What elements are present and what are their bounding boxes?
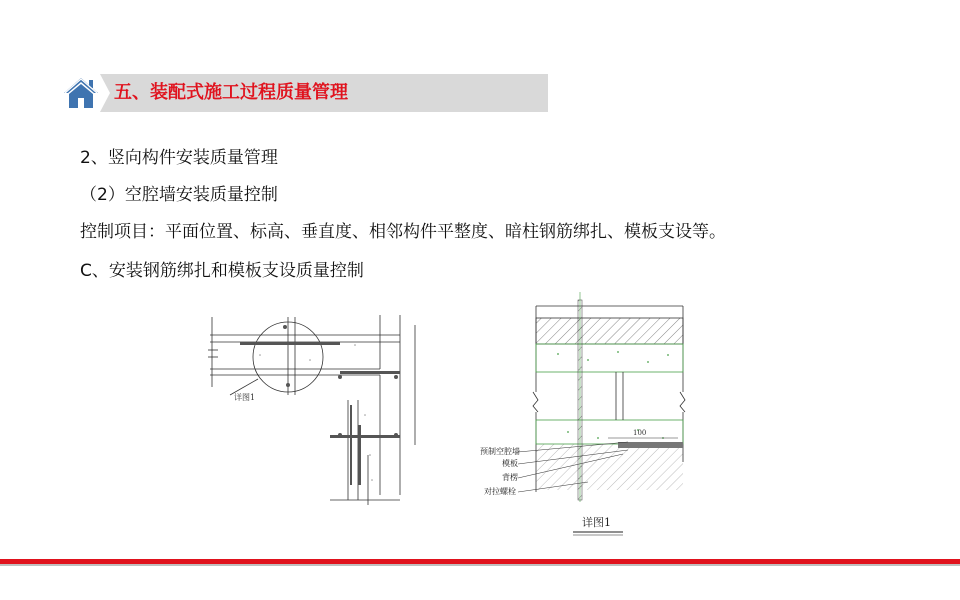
section-heading: 2、竖向构件安装质量管理 <box>80 148 278 168</box>
dimension-100: 100 <box>633 429 647 437</box>
wall-section-diagram <box>478 292 700 542</box>
wall-plan-diagram <box>200 305 430 505</box>
home-icon <box>62 74 100 112</box>
item-c-heading: C、安装钢筋绑扎和模板支设质量控制 <box>80 261 364 281</box>
subsection-heading: （2）空腔墙安装质量控制 <box>80 185 278 205</box>
label-precast-wall: 预制空腔墙 <box>480 447 520 456</box>
label-backing: 背楞 <box>502 473 518 482</box>
footer-divider <box>0 564 960 566</box>
title-banner <box>100 74 548 112</box>
label-tie-bolt: 对拉螺栓 <box>484 487 516 496</box>
control-items-text: 控制项目：平面位置、标高、垂直度、相邻构件平整度、暗柱钢筋绑扎、模板支设等。 <box>80 222 726 242</box>
banner-notch <box>100 74 110 112</box>
page-title: 五、装配式施工过程质量管理 <box>114 82 348 103</box>
detail-callout-label: 详图1 <box>234 393 256 402</box>
detail-caption: 详图1 <box>582 516 611 529</box>
label-formwork: 模板 <box>502 459 518 468</box>
